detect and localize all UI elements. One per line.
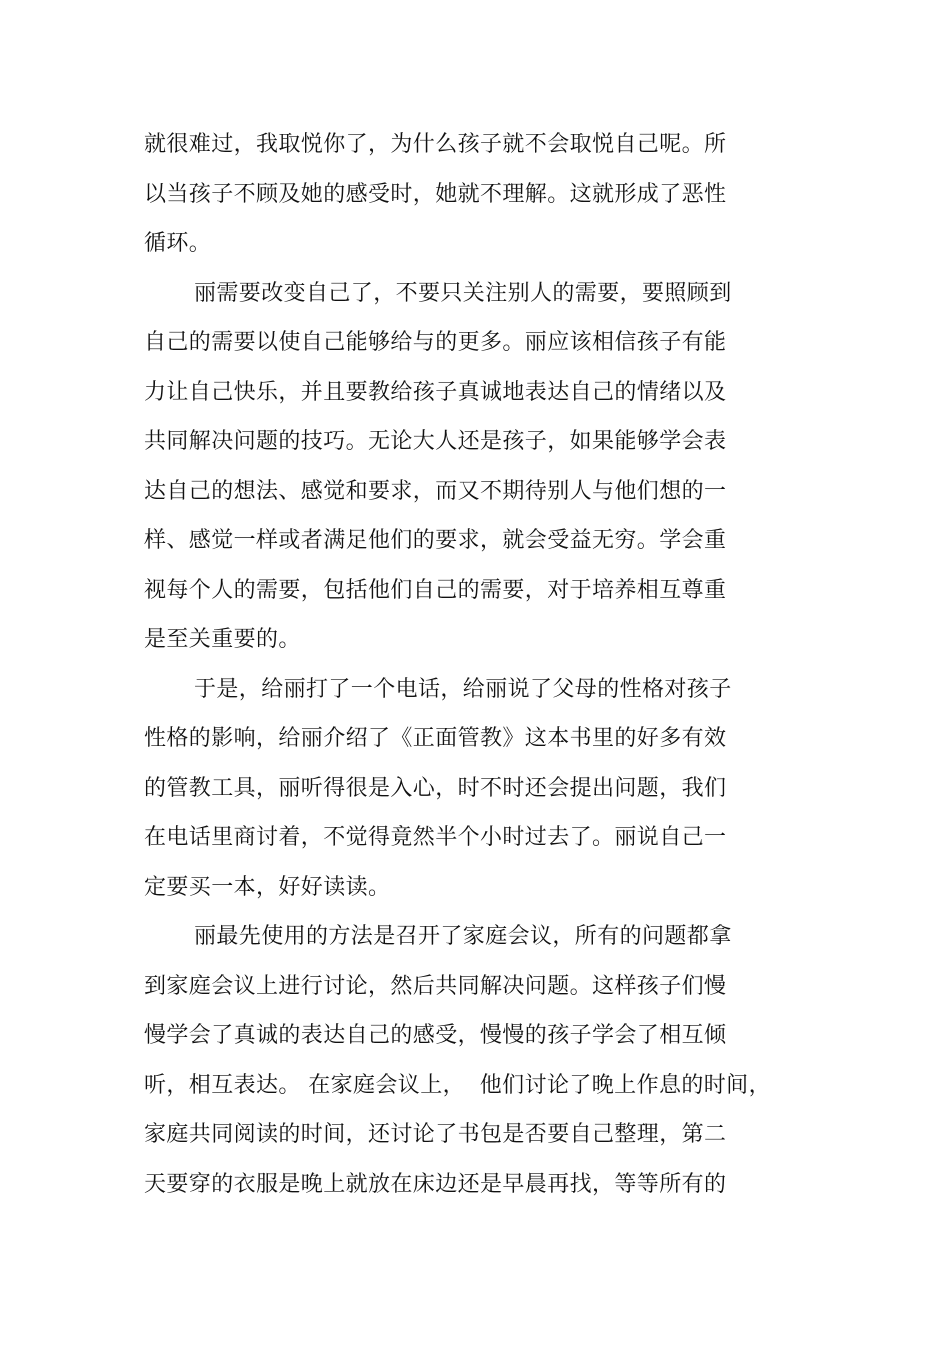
paragraph-start-line: 丽需要改变自己了，不要只关注别人的需要，要照顾到 bbox=[194, 280, 732, 306]
text-line: 是至关重要的。 bbox=[144, 627, 301, 652]
text-line: 天要穿的衣服是晚上就放在床边还是早晨再找，等等所有的 bbox=[144, 1171, 727, 1197]
text-line: 定要买一本，好好读读。 bbox=[144, 874, 391, 900]
text-line: 家庭共同阅读的时间，还讨论了书包是否要自己整理，第二 bbox=[144, 1122, 727, 1147]
text-line: 的管教工具，丽听得很是入心，时不时还会提出问题，我们 bbox=[144, 775, 727, 801]
text-line: 样、感觉一样或者满足他们的要求，就会受益无穷。学会重 bbox=[144, 528, 727, 553]
paragraph-start-line: 丽最先使用的方法是召开了家庭会议，所有的问题都拿 bbox=[194, 924, 732, 949]
text-line: 自己的需要以使自己能够给与的更多。丽应该相信孩子有能 bbox=[144, 330, 727, 355]
text-line: 到家庭会议上进行讨论，然后共同解决问题。这样孩子们慢 bbox=[144, 973, 727, 999]
text-line: 循环。 bbox=[144, 231, 212, 256]
text-line: 在电话里商讨着，不觉得竟然半个小时过去了。丽说自己一 bbox=[144, 825, 727, 850]
text-line: 视每个人的需要，包括他们自己的需要，对于培养相互尊重 bbox=[144, 577, 727, 603]
text-line: 力让自己快乐，并且要教给孩子真诚地表达自己的情绪以及 bbox=[144, 379, 727, 405]
text-line: 性格的影响，给丽介绍了《正面管教》这本书里的好多有效 bbox=[144, 726, 727, 751]
text-line: 达自己的想法、感觉和要求，而又不期待别人与他们想的一 bbox=[144, 478, 727, 504]
text-line: 听，相互表达。 在家庭会议上， 他们讨论了晚上作息的时间， bbox=[144, 1072, 771, 1098]
text-line: 慢学会了真诚的表达自己的感受，慢慢的孩子学会了相互倾 bbox=[144, 1023, 727, 1048]
paragraph-start-line: 于是，给丽打了一个电话，给丽说了父母的性格对孩子 bbox=[194, 676, 732, 702]
text-line: 就很难过，我取悦你了，为什么孩子就不会取悦自己呢。所 bbox=[144, 132, 727, 157]
body-text bbox=[144, 120, 784, 1209]
text-line: 以当孩子不顾及她的感受时，她就不理解。这就形成了恶性 bbox=[144, 181, 727, 207]
text-line: 共同解决问题的技巧。无论大人还是孩子，如果能够学会表 bbox=[144, 429, 727, 454]
